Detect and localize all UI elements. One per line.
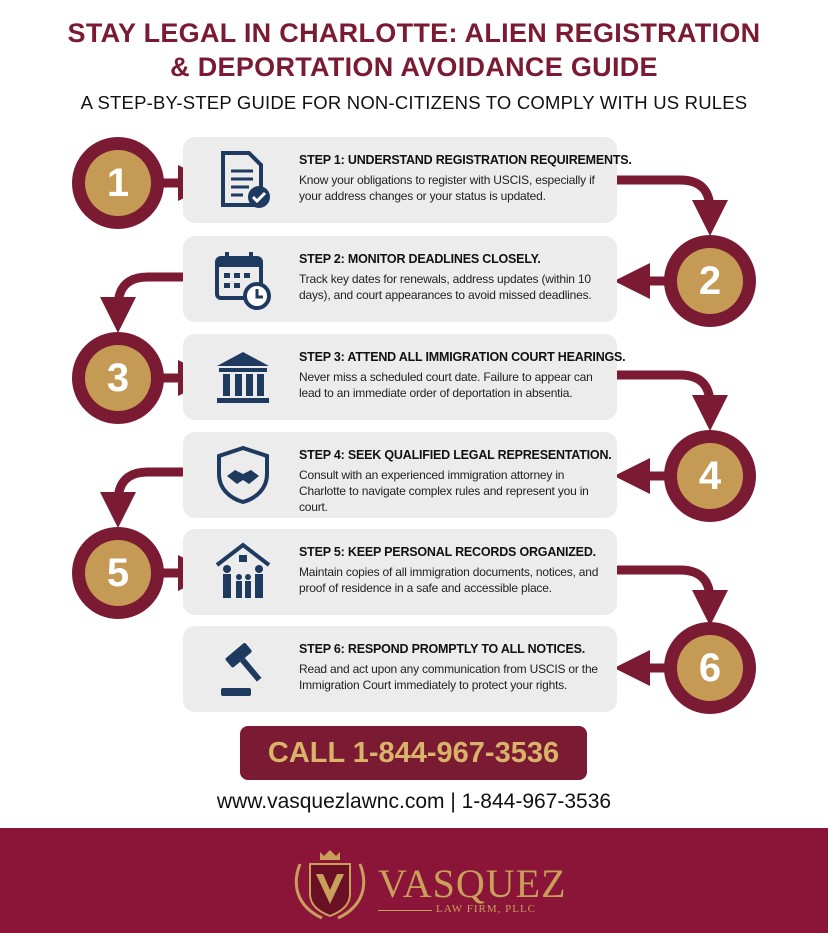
step-text: Consult with an experienced immigration attorney in Charlotte to navigate complex rules and represent you in court. — [299, 468, 589, 514]
step-card-6 — [183, 626, 617, 712]
brand-subtitle: LAW FIRM, PLLC — [436, 903, 537, 915]
shield-handshake-icon — [213, 444, 273, 506]
footer — [0, 828, 828, 933]
step-text: Know your obligations to register with USCIS, especially if your address changes or your status is updated. — [299, 173, 595, 203]
step-card-5 — [183, 529, 617, 615]
document-check-icon — [213, 149, 273, 211]
calendar-clock-icon — [213, 248, 273, 310]
arrow-card1-to-2 — [617, 180, 710, 218]
arrow-card2-to-3 — [118, 277, 183, 315]
step-card-2 — [183, 236, 617, 322]
step-title: STEP 5: KEEP PERSONAL RECORDS ORGANIZED. — [299, 545, 596, 559]
step-title: STEP 6: RESPOND PROMPTLY TO ALL NOTICES. — [299, 642, 586, 656]
contact-line[interactable]: www.vasquezlawnc.com | 1-844-967-3536 — [216, 790, 612, 813]
arrow-card5-to-6 — [617, 570, 710, 608]
step-number-5: 5 — [72, 527, 164, 619]
arrow-card3-to-4 — [617, 375, 710, 413]
step-card-3 — [183, 334, 626, 420]
step-number-3: 3 — [72, 332, 164, 424]
step-title: STEP 3: ATTEND ALL IMMIGRATION COURT HEARINGS. — [299, 350, 626, 364]
step-number-4: 4 — [664, 430, 756, 522]
step-card-4 — [183, 432, 617, 518]
brand-divider — [378, 910, 432, 911]
step-card-1 — [183, 137, 632, 223]
subtitle: A STEP-BY-STEP GUIDE FOR NON-CITIZENS TO COMPLY WITH US RULES — [80, 92, 748, 113]
step-title: STEP 1: UNDERSTAND REGISTRATION REQUIREMENTS. — [299, 153, 632, 167]
gavel-icon — [213, 638, 273, 700]
step-number-6: 6 — [664, 622, 756, 714]
step-text: Maintain copies of all immigration documents, notices, and proof of residence in a safe and accessible place. — [299, 565, 599, 595]
title-line-1: STAY LEGAL IN CHARLOTTE: ALIEN REGISTRATION — [67, 18, 761, 48]
title-line-2: & DEPORTATION AVOIDANCE GUIDE — [170, 52, 658, 82]
page-title — [0, 16, 828, 84]
step-number-2: 2 — [664, 235, 756, 327]
step-text: Read and act upon any communication from USCIS or the Immigration Court immediately to protect your rights. — [299, 662, 598, 692]
step-text: Track key dates for renewals, address updates (within 10 days), and court appearances to avoid missed deadlines. — [299, 272, 592, 302]
step-title: STEP 2: MONITOR DEADLINES CLOSELY. — [299, 252, 541, 266]
step-text: Never miss a scheduled court date. Failure to appear can lead to an immediate order of deportation in absentia. — [299, 370, 593, 400]
brand-name: VASQUEZ — [378, 861, 567, 906]
arrow-card4-to-5 — [118, 472, 183, 510]
call-button[interactable]: CALL 1-844-967-3536 — [240, 726, 587, 780]
courthouse-icon — [213, 346, 273, 408]
step-number-1: 1 — [72, 137, 164, 229]
law-firm-crest-logo — [290, 844, 370, 924]
family-home-icon — [213, 541, 273, 603]
step-title: STEP 4: SEEK QUALIFIED LEGAL REPRESENTATION. — [299, 448, 612, 462]
